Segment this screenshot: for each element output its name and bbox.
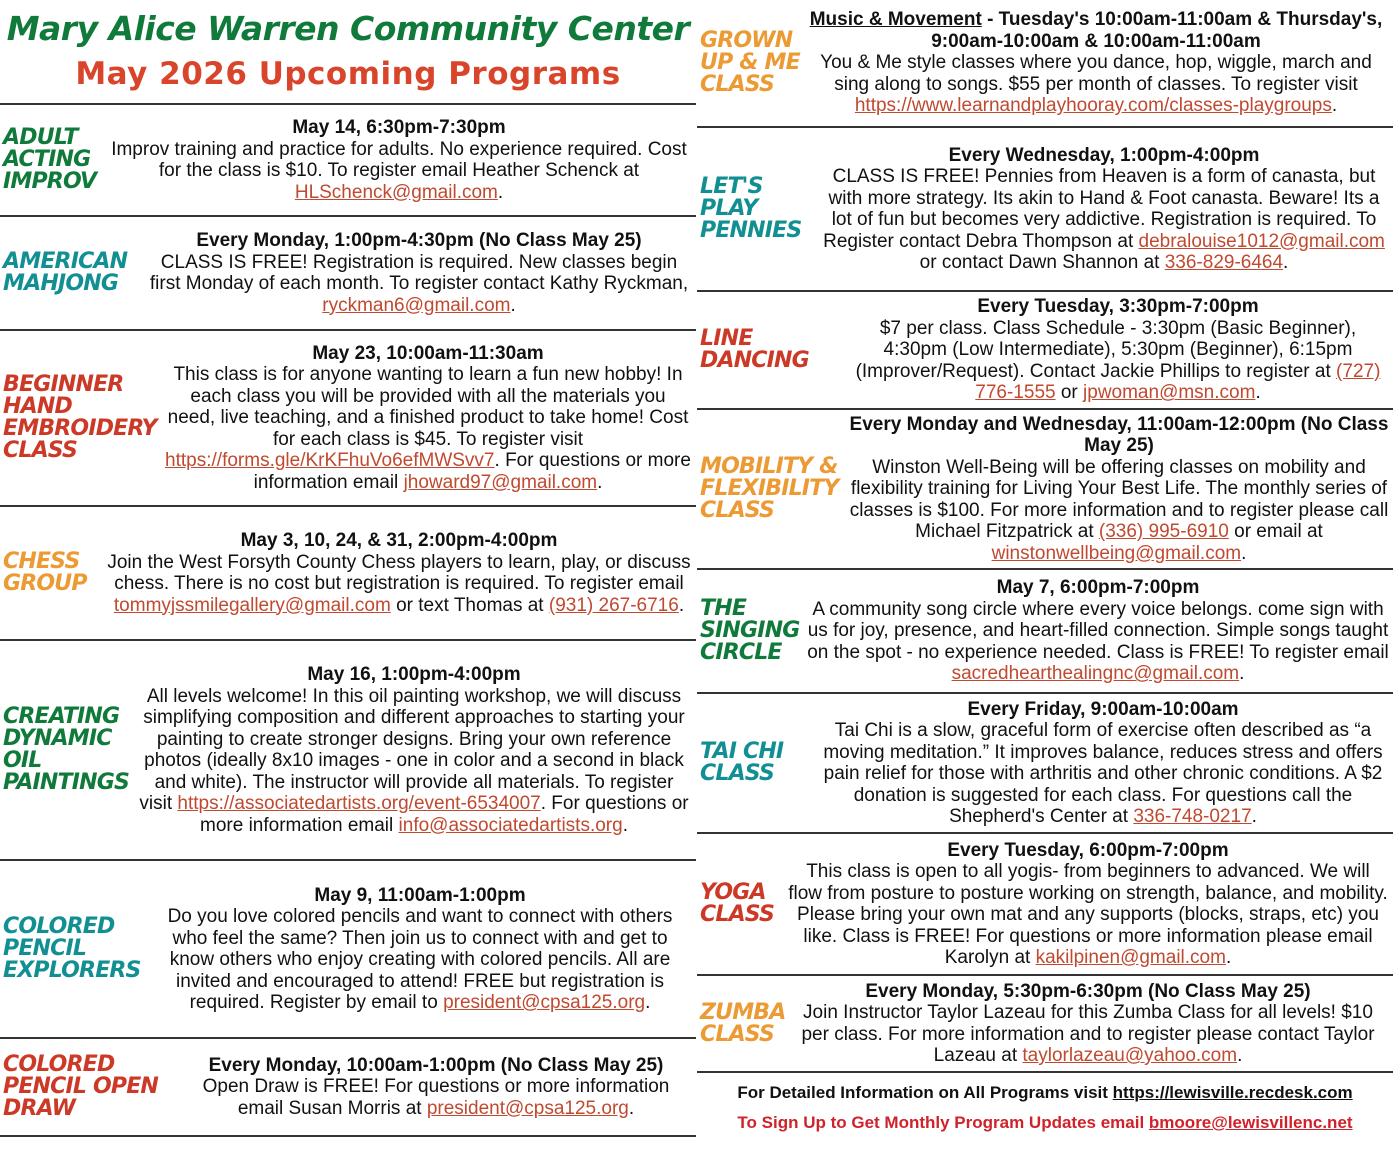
program-schedule: May 3, 10, 24, & 31, 2:00pm-4:00pm — [240, 530, 558, 551]
program-schedule — [803, 9, 1389, 52]
program-name-line: IMPROV — [3, 169, 97, 194]
program-name-line: CREATING — [3, 704, 120, 729]
program-name-line: BEGINNER — [3, 372, 124, 397]
program-name — [3, 217, 143, 329]
program-description — [819, 166, 1389, 274]
program-description — [787, 861, 1389, 969]
program-row — [0, 331, 696, 507]
program-row — [697, 0, 1393, 128]
program-name — [700, 410, 850, 568]
program-description — [106, 139, 692, 204]
contact-link[interactable]: 336-748-0217 — [1133, 806, 1252, 827]
month-subtitle: May 2026 Upcoming Programs — [75, 56, 621, 92]
description-text: CLASS IS FREE! Registration is required. New classes begin first Monday of each month. To register contact Kathy Ryckman, — [149, 251, 689, 294]
description-text: or contact Dawn Shannon at — [919, 252, 1165, 273]
footer-signup-line — [697, 1108, 1393, 1138]
description-text: . — [510, 294, 516, 316]
program-schedule: May 7, 6:00pm-7:00pm — [996, 577, 1200, 599]
program-details — [807, 570, 1389, 692]
program-details — [106, 105, 692, 215]
program-name — [700, 128, 820, 290]
contact-link[interactable]: winstonwellbeing@gmail.com — [991, 542, 1242, 564]
program-name-line: PLAY — [700, 196, 758, 221]
program-name-line: EMBROIDERY — [3, 416, 157, 441]
program-description — [180, 1076, 692, 1119]
program-schedule: Every Monday and Wednesday, 11:00am-12:00pm (No Class May 25) — [849, 413, 1389, 457]
program-name-line: PENCIL OPEN — [3, 1074, 159, 1099]
program-name — [3, 641, 138, 859]
contact-link[interactable]: sacredhearthealingnc@gmail.com — [951, 663, 1240, 685]
recdesk-link[interactable]: https://lewisville.recdesk.com — [1112, 1083, 1353, 1102]
program-details — [849, 410, 1389, 568]
program-details — [819, 128, 1389, 290]
program-name-line: MAHJONG — [3, 271, 119, 296]
program-name-line: EXPLORERS — [3, 958, 141, 983]
program-name — [3, 861, 149, 1037]
program-name-line: CHESS — [3, 549, 80, 574]
description-text: . — [1331, 95, 1338, 117]
program-details — [148, 861, 692, 1037]
description-text: Join Instructor Taylor Lazeau for this Zumba Class for all levels! $10 per class. For more information and to register please contact Taylor Lazeau at — [801, 1002, 1375, 1066]
program-name-line: PENCIL — [3, 936, 87, 961]
contact-link[interactable]: jhoward97@gmail.com — [403, 471, 598, 493]
program-row — [0, 507, 696, 641]
contact-link[interactable]: info@associatedartists.org — [398, 814, 623, 836]
program-name-line: CLASS — [700, 72, 775, 97]
program-name — [3, 105, 103, 215]
program-description — [849, 457, 1389, 565]
program-name — [700, 694, 810, 832]
program-name-line: CLASS — [700, 1021, 775, 1047]
program-description — [803, 52, 1389, 117]
program-row — [0, 1039, 696, 1137]
description-text: . — [1225, 947, 1232, 968]
program-name-line: LET'S — [700, 174, 763, 199]
program-schedule: Every Friday, 9:00am-10:00am — [967, 698, 1239, 720]
description-text: All levels welcome! In this oil painting workshop, we will discuss simplifying composition and different approaches to starting your painting to create stronger designs. Bring your own reference photos (ideally 8x10 images - one in color and a second in black and white). The instructor will provide all materials. To register visit — [139, 685, 685, 814]
program-name-line: CIRCLE — [700, 640, 782, 665]
program-name-line: YOGA — [700, 880, 766, 905]
description-text: Do you love colored pencils and want to connect with others who feel the same? Then join us to connect with and get to know others who enjoy creating with colored pencils. All are invited and encouraged to attend! FREE but registration is required. Register by email to — [167, 906, 673, 1013]
description-text: . — [622, 814, 628, 836]
program-schedule: May 16, 1:00pm-4:00pm — [307, 664, 521, 685]
program-description — [146, 252, 692, 317]
contact-link[interactable]: HLSchenck@gmail.com — [294, 181, 498, 203]
program-name-line: ZUMBA — [700, 999, 786, 1025]
program-name-line: CLASS — [700, 498, 775, 523]
program-name-line: UP & ME — [700, 50, 800, 75]
description-text: Winston Well-Being will be offering classes on mobility and flexibility training for Living Your Best Life. The monthly series of classes is $100. For more information and to register please call Michael Fitzpatrick at — [849, 456, 1389, 543]
program-name — [700, 292, 840, 408]
program-name-line: ADULT — [3, 125, 78, 150]
program-name — [3, 507, 103, 639]
footer-signup-text: To Sign Up to Get Monthly Program Updates email — [737, 1113, 1149, 1132]
description-text: or email at — [1228, 521, 1323, 543]
program-details — [146, 217, 692, 329]
description-text: . — [1251, 806, 1257, 827]
program-schedule: Every Monday, 5:30pm-6:30pm (No Class May 25) — [865, 980, 1311, 1002]
program-row — [697, 834, 1393, 976]
program-name-line: PENNIES — [700, 218, 802, 243]
program-description — [787, 1002, 1389, 1067]
program-name-line: DRAW — [3, 1096, 76, 1121]
description-text: You & Me style classes where you dance, hop, wiggle, march and sing along to songs. $55 per month of classes. To register visit — [820, 52, 1372, 95]
description-text: This class is for anyone wanting to learn a fun new hobby! In each class you will be provided with all the materials you need, live teaching, and a finished product to take home! Cost for each class is $45. To register visit — [167, 364, 689, 450]
program-name-line: CLASS — [700, 761, 775, 786]
program-row — [0, 641, 696, 861]
program-row — [697, 570, 1393, 694]
program-name-line: PAINTINGS — [3, 770, 130, 795]
contact-link[interactable]: jpwoman@msn.com — [1083, 382, 1256, 404]
description-text: . — [1237, 1045, 1243, 1066]
description-text: or text Thomas at — [390, 594, 549, 616]
program-name-line: HAND — [3, 394, 72, 419]
program-name-line: SINGING — [700, 618, 800, 643]
program-name — [3, 1039, 178, 1135]
contact-link[interactable]: president@cpsa125.org — [426, 1097, 629, 1119]
footer-info-line — [697, 1078, 1393, 1108]
schedule-part: Music & Movement — [809, 9, 982, 31]
contact-link[interactable]: https://www.learnandplayhooray.com/classes-playgroups — [854, 95, 1332, 117]
signup-email-link[interactable]: bmoore@lewisvillenc.net — [1148, 1113, 1353, 1132]
program-name-line: COLORED — [3, 1052, 115, 1077]
contact-link[interactable]: tommyjssmilegallery@gmail.com — [113, 594, 391, 616]
center-title: Mary Alice Warren Community Center — [6, 9, 690, 48]
program-row — [697, 292, 1393, 410]
description-text: . — [678, 594, 685, 616]
flyer-footer — [697, 1078, 1393, 1138]
program-description — [164, 364, 692, 493]
description-text: Open Draw is FREE! For questions or more information email Susan Morris at — [202, 1076, 670, 1119]
program-description — [148, 906, 692, 1014]
description-text: Join the West Forsyth County Chess players to learn, play, or discuss chess. There is no cost but registration is required. To register email — [107, 551, 691, 594]
description-text: Tai Chi is a slow, graceful form of exercise often described as “a moving meditation.” It improves balance, reduces stress and offers pain relief for those with arthritis and other chronic conditions. A $2 donation is suggested for each class. For questions call the Shepherd's Center at — [823, 720, 1383, 827]
description-text: or — [1055, 382, 1084, 404]
description-text: . — [597, 471, 603, 493]
program-schedule: Every Tuesday, 3:30pm-7:00pm — [977, 296, 1259, 318]
contact-link[interactable]: https://forms.gle/KrKFhuVo6efMWSvv7 — [165, 450, 495, 472]
program-name-line: AMERICAN — [3, 249, 128, 274]
program-schedule: Every Tuesday, 6:00pm-7:00pm — [947, 839, 1229, 861]
program-name-line: LINE — [700, 326, 753, 351]
program-name-line: CLASS — [700, 902, 775, 927]
program-details — [106, 507, 692, 639]
program-name — [700, 834, 790, 974]
program-schedule: May 23, 10:00am-11:30am — [312, 342, 544, 364]
program-schedule: Every Wednesday, 1:00pm-4:00pm — [948, 144, 1260, 166]
description-text: A community song circle where every voice belongs. come sign with us for joy, presence, and heart-filled connection. Simple songs taught on the spot - no experience needed. Class is FREE! To register email — [807, 598, 1389, 663]
contact-link[interactable]: (336) 995-6910 — [1098, 521, 1229, 543]
program-row — [0, 217, 696, 331]
program-description — [136, 686, 692, 837]
program-row — [697, 128, 1393, 292]
program-schedule: Every Monday, 1:00pm-4:30pm (No Class May 25) — [196, 230, 642, 251]
program-name-line: COLORED — [3, 914, 115, 939]
program-name-line: TAI CHI — [700, 739, 784, 764]
description-text: $7 per class. Class Schedule - 3:30pm (Basic Beginner), 4:30pm (Low Intermediate), 5:30pm (Beginner), 6:15pm (Improver/Request). Contact Jackie Phillips to register at — [855, 317, 1357, 382]
program-name-line: MOBILITY & — [700, 454, 838, 479]
program-details — [817, 694, 1389, 832]
program-row — [697, 694, 1393, 834]
description-text: . — [1255, 382, 1261, 404]
description-text: . For questions or more information email — [253, 450, 691, 493]
program-details — [787, 976, 1389, 1071]
program-row — [697, 976, 1393, 1073]
program-name-line: THE — [700, 596, 747, 621]
program-details — [787, 834, 1389, 974]
description-text: CLASS IS FREE! Pennies from Heaven is a form of canasta, but with more strategy. Its akin to Hand & Foot canasta. Beware! Its a lot of fun but becomes very addictive. Registration is required. To Register contact Debra Thompson at — [823, 166, 1380, 252]
program-name — [3, 331, 163, 505]
program-name-line: FLEXIBILITY — [700, 476, 839, 501]
flyer-header — [0, 6, 696, 96]
program-name — [700, 976, 790, 1071]
schedule-part: - Tuesday's 10:00am-11:00am & Thursday's, 9:00am-10:00am & 10:00am-11:00am — [931, 9, 1383, 52]
program-name-line: DANCING — [700, 348, 809, 373]
contact-link[interactable]: ryckman6@gmail.com — [322, 294, 511, 316]
program-schedule: May 14, 6:30pm-7:30pm — [292, 117, 506, 138]
program-description — [807, 599, 1389, 685]
program-details — [136, 641, 692, 859]
description-text: . — [1283, 252, 1289, 273]
program-schedule: May 9, 11:00am-1:00pm — [314, 884, 526, 906]
program-name-line: OIL — [3, 748, 42, 773]
description-text: . — [497, 181, 504, 203]
program-name-line: ACTING — [3, 147, 91, 172]
program-name-line: GROUP — [3, 571, 87, 596]
description-text: This class is open to all yogis- from beginners to advanced. We will flow from posture to posture working on strength, balance, and mobility. Please bring your own mat and any supports (blocks, straps, etc) you like. Class is FREE! For questions or more information please email Karolyn at — [788, 861, 1388, 968]
contact-link[interactable]: taylorlazeau@yahoo.com — [1022, 1045, 1238, 1066]
program-details — [180, 1039, 692, 1135]
program-schedule: Every Monday, 10:00am-1:00pm (No Class May 25) — [208, 1054, 664, 1076]
description-text: . — [645, 992, 651, 1013]
contact-link[interactable]: 336-829-6464 — [1164, 252, 1284, 273]
program-name-line: CLASS — [3, 438, 78, 463]
program-name-line: GROWN — [700, 28, 793, 53]
program-row — [0, 861, 696, 1039]
program-description — [817, 720, 1389, 828]
description-text: . — [1239, 663, 1245, 685]
program-details — [847, 292, 1389, 408]
contact-link[interactable]: https://associatedartists.org/event-6534007 — [177, 793, 541, 814]
program-row — [697, 410, 1393, 570]
program-description — [847, 318, 1389, 404]
program-details — [164, 331, 692, 505]
contact-link[interactable]: kakilpinen@gmail.com — [1035, 947, 1226, 968]
contact-link[interactable]: (727) 776-1555 — [975, 360, 1381, 404]
contact-link[interactable]: debralouise1012@gmail.com — [1138, 230, 1385, 252]
footer-info-text: For Detailed Information on All Programs visit — [737, 1083, 1113, 1102]
description-text: . — [628, 1097, 635, 1119]
program-name-line: DYNAMIC — [3, 726, 112, 751]
program-description — [106, 552, 692, 617]
program-row — [0, 103, 696, 217]
contact-link[interactable]: (931) 267-6716 — [548, 594, 679, 616]
description-text: Improv training and practice for adults. No experience required. Cost for the class is $10. To register email Heather Schenck at — [111, 138, 687, 181]
contact-link[interactable]: president@cpsa125.org — [443, 992, 646, 1013]
description-text: . For questions or more information email — [200, 793, 689, 836]
program-name — [700, 0, 805, 126]
program-name — [700, 570, 810, 692]
program-details — [803, 0, 1389, 126]
description-text: . — [1241, 542, 1247, 564]
